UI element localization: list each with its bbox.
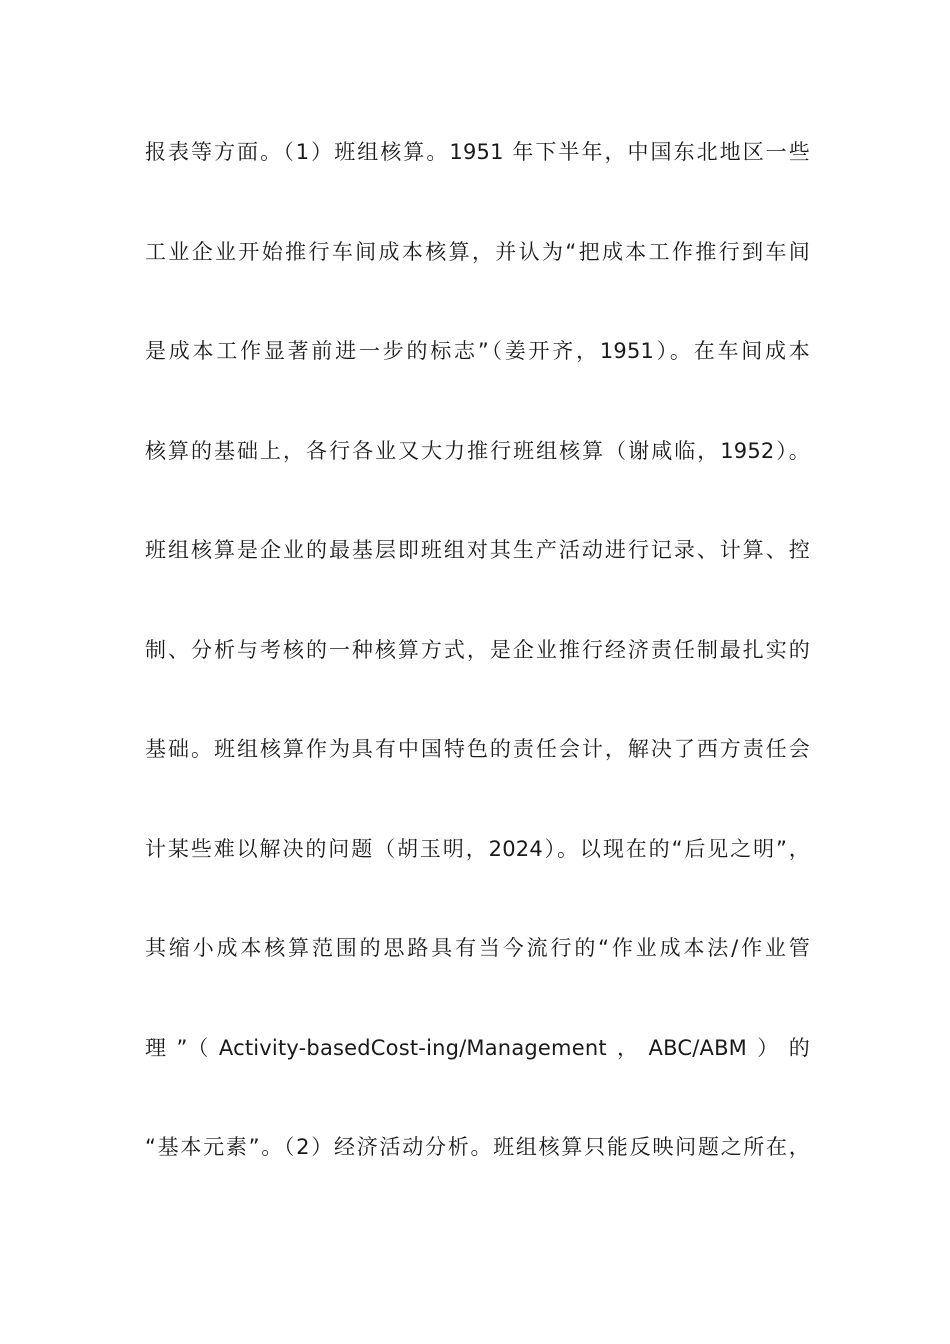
text-line-8: 计某些难以解决的问题（胡玉明，2024）。以现在的“后见之明”， — [145, 836, 810, 861]
text-line-3: 是成本工作显著前进一步的标志”（姜开齐，1951）。在车间成本 — [145, 339, 810, 363]
text-line-9: 其缩小成本核算范围的思路具有当今流行的“作业成本法/作业管 — [145, 936, 810, 960]
text-line-6: 制、分析与考核的一种核算方式，是企业推行经济责任制最扎实的 — [145, 637, 810, 662]
body-text — [145, 130, 810, 1225]
text-line-7: 基础。班组核算作为具有中国特色的责任会计，解决了西方责任会 — [145, 737, 810, 761]
text-line-2: 工业企业开始推行车间成本核算，并认为“把成本工作推行到车间 — [145, 239, 810, 264]
text-line-10: 理”（Activity-basedCost-ing/Management，ABC/ABM）的 — [145, 1035, 810, 1060]
text-line-4: 核算的基础上，各行各业又大力推行班组核算（谢咸临，1952）。 — [145, 438, 810, 463]
text-line-1: 报表等方面。（1）班组核算。1951 年下半年，中国东北地区一些 — [145, 140, 810, 164]
text-line-11: “基本元素”。（2）经济活动分析。班组核算只能反映问题之所在， — [145, 1135, 810, 1159]
text-line-5: 班组核算是企业的最基层即班组对其生产活动进行记录、计算、控 — [145, 538, 810, 562]
